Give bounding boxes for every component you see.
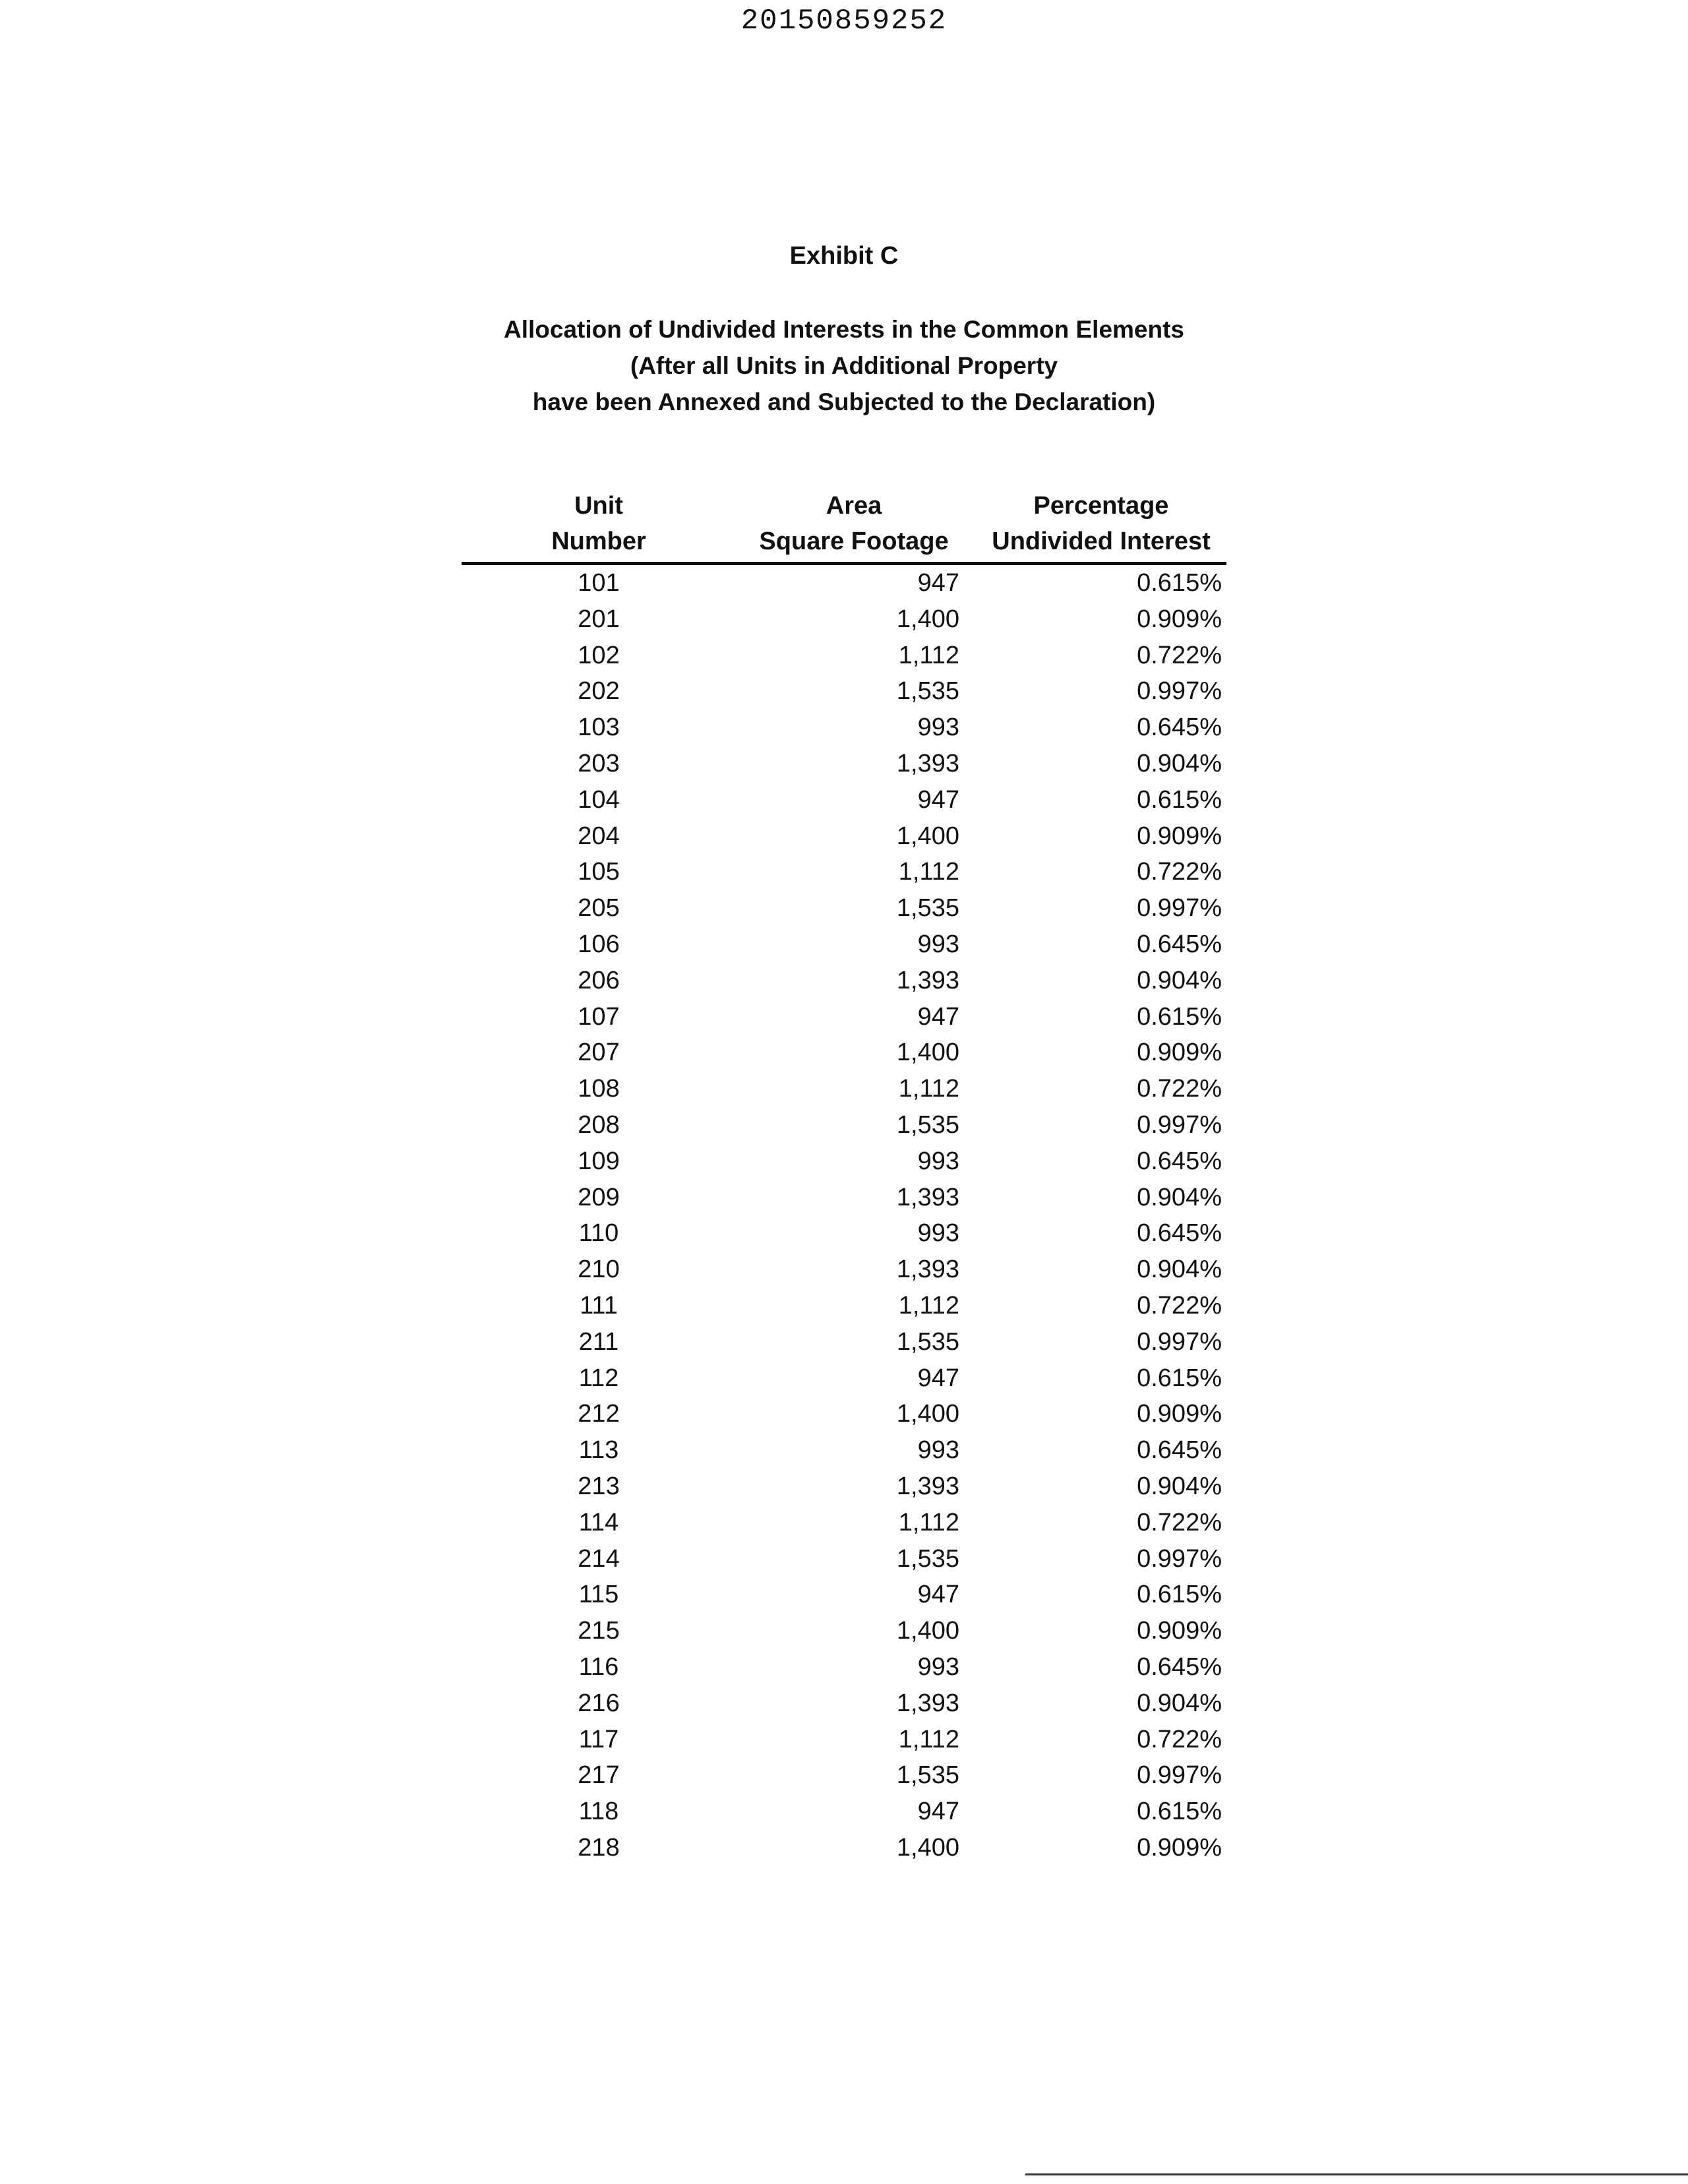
unit-number-cell: 116 [578,1653,619,1681]
unit-number-cell: 207 [578,1039,620,1067]
percentage-cell: 0.645% [1137,713,1222,742]
percentage-cell: 0.997% [1137,677,1222,706]
table-row [462,926,1226,963]
table-row [462,1288,1226,1324]
heading-line: Allocation of Undivided Interests in the Common Elements [503,316,1184,343]
unit-number-cell: 212 [578,1400,620,1428]
unit-number-cell: 109 [578,1147,620,1175]
table-row [462,746,1226,782]
percentage-cell: 0.615% [1137,1002,1222,1031]
table-row [462,1252,1226,1288]
unit-number-cell: 217 [578,1761,620,1790]
area-cell: 1,400 [896,1833,959,1862]
unit-number-cell: 110 [578,1219,619,1248]
unit-number-cell: 204 [578,822,620,850]
table-row [462,890,1226,926]
table-row [462,1830,1226,1866]
unit-number-cell: 211 [578,1327,619,1356]
unit-number-cell: 118 [578,1798,619,1826]
percentage-cell: 0.645% [1137,1219,1222,1248]
unit-number-cell: 214 [578,1544,620,1573]
unit-number-cell: 206 [578,966,620,994]
table-row [462,1722,1226,1758]
percentage-cell: 0.645% [1137,930,1222,958]
header-percentage-undivided-interest [976,488,1226,559]
percentage-cell: 0.722% [1137,1075,1222,1103]
area-cell: 1,535 [896,1110,959,1139]
unit-number-cell: 203 [578,749,620,777]
table-row [462,818,1226,855]
unit-number-cell: 102 [578,641,620,669]
area-cell: 1,112 [898,641,959,669]
table-row [462,1324,1226,1360]
percentage-cell: 0.997% [1137,894,1222,923]
unit-number-cell: 105 [578,858,620,886]
area-cell: 1,535 [896,1327,959,1356]
unit-number-cell: 103 [578,713,620,742]
percentage-cell: 0.904% [1137,749,1222,777]
area-cell: 947 [917,1002,959,1031]
area-cell: 1,400 [896,822,959,850]
unit-number-cell: 208 [578,1110,620,1139]
table-row [462,782,1226,818]
table-row [462,1396,1226,1432]
percentage-cell: 0.997% [1137,1327,1222,1356]
percentage-cell: 0.909% [1137,1039,1222,1067]
table-row [462,1649,1226,1685]
unit-number-cell: 117 [578,1725,619,1753]
unit-number-cell: 106 [578,930,620,958]
table-row [462,1541,1226,1577]
unit-number-cell: 101 [578,569,620,597]
percentage-cell: 0.904% [1137,1472,1222,1500]
table-row [462,1071,1226,1107]
area-cell: 947 [917,785,959,814]
area-cell: 1,400 [896,605,959,633]
area-cell: 1,393 [896,966,959,994]
table-row [462,1469,1226,1505]
unit-number-cell: 115 [578,1581,619,1609]
unit-number-cell: 107 [578,1002,620,1031]
unit-number-cell: 201 [578,605,620,633]
unit-number-cell: 114 [578,1508,619,1536]
unit-number-cell: 202 [578,677,620,706]
document-number: 20150859252 [740,5,948,38]
table-row [462,1432,1226,1469]
header-unit-number [500,488,698,559]
header-area-square-footage [732,488,976,559]
table-row [462,1180,1226,1216]
table-row [462,710,1226,746]
unit-number-cell: 218 [578,1833,620,1862]
area-cell: 993 [917,1219,959,1248]
table-row [462,1035,1226,1071]
percentage-cell: 0.615% [1137,785,1222,814]
table-row [462,1143,1226,1180]
header-percentage-line-2: Undivided Interest [992,528,1211,555]
percentage-cell: 0.615% [1137,1798,1222,1826]
table-row [462,1613,1226,1649]
unit-number-cell: 108 [578,1075,620,1103]
percentage-cell: 0.722% [1137,641,1222,669]
table-row [462,673,1226,710]
table-row [462,1215,1226,1252]
area-cell: 1,535 [896,677,959,706]
unit-number-cell: 209 [578,1183,620,1211]
table-row [462,1685,1226,1722]
table-row [462,1794,1226,1830]
area-cell: 947 [917,1581,959,1609]
table-row [462,963,1226,999]
percentage-cell: 0.722% [1137,1291,1222,1320]
percentage-cell: 0.722% [1137,1508,1222,1536]
percentage-cell: 0.904% [1137,1183,1222,1211]
area-cell: 1,535 [896,894,959,923]
table-row [462,1107,1226,1143]
area-cell: 1,112 [898,1291,959,1320]
heading-line: have been Annexed and Subjected to the Declaration) [532,388,1156,415]
table-row [462,854,1226,890]
allocation-table [462,488,1226,1866]
area-cell: 993 [917,1147,959,1175]
table-body [462,565,1226,1866]
percentage-cell: 0.904% [1137,1689,1222,1717]
area-cell: 947 [917,1364,959,1392]
percentage-cell: 0.997% [1137,1544,1222,1573]
area-cell: 993 [917,713,959,742]
area-cell: 1,535 [896,1544,959,1573]
table-row [462,999,1226,1035]
area-cell: 993 [917,1653,959,1681]
exhibit-title: Exhibit C [789,242,899,270]
unit-number-cell: 104 [578,785,620,814]
area-cell: 1,393 [896,749,959,777]
percentage-cell: 0.722% [1137,858,1222,886]
percentage-cell: 0.904% [1137,966,1222,994]
area-cell: 1,400 [896,1400,959,1428]
area-cell: 1,535 [896,1761,959,1790]
unit-number-cell: 113 [578,1436,619,1465]
header-unit-line-1: Unit [574,492,623,520]
table-row [462,638,1226,674]
area-cell: 1,400 [896,1617,959,1645]
unit-number-cell: 205 [578,894,620,923]
percentage-cell: 0.909% [1137,1833,1222,1862]
percentage-cell: 0.615% [1137,569,1222,597]
area-cell: 1,393 [896,1183,959,1211]
area-cell: 993 [917,930,959,958]
area-cell: 1,393 [896,1689,959,1717]
unit-number-cell: 213 [578,1472,620,1500]
unit-number-cell: 112 [578,1364,619,1392]
unit-number-cell: 216 [578,1689,620,1717]
percentage-cell: 0.645% [1137,1436,1222,1465]
percentage-cell: 0.909% [1137,1400,1222,1428]
table-row [462,1577,1226,1613]
table-header-row [462,488,1226,565]
percentage-cell: 0.615% [1137,1364,1222,1392]
percentage-cell: 0.645% [1137,1653,1222,1681]
percentage-cell: 0.904% [1137,1256,1222,1284]
percentage-cell: 0.997% [1137,1110,1222,1139]
header-area-line-1: Area [826,492,882,520]
table-heading [0,311,1688,420]
area-cell: 1,400 [896,1039,959,1067]
area-cell: 1,112 [898,858,959,886]
percentage-cell: 0.909% [1137,605,1222,633]
table-row [462,565,1226,601]
bottom-rule [1025,2173,1688,2175]
unit-number-cell: 111 [580,1291,618,1320]
percentage-cell: 0.909% [1137,822,1222,850]
area-cell: 1,393 [896,1256,959,1284]
unit-number-cell: 215 [578,1617,620,1645]
percentage-cell: 0.645% [1137,1147,1222,1175]
area-cell: 1,112 [898,1075,959,1103]
heading-line: (After all Units in Additional Property [630,352,1058,379]
table-row [462,601,1226,638]
table-row [462,1505,1226,1541]
area-cell: 993 [917,1436,959,1465]
header-percentage-line-1: Percentage [1033,492,1169,520]
header-unit-line-2: Number [551,528,646,555]
percentage-cell: 0.997% [1137,1761,1222,1790]
table-row [462,1757,1226,1794]
area-cell: 1,112 [898,1725,959,1753]
table-row [462,1360,1226,1397]
percentage-cell: 0.615% [1137,1581,1222,1609]
area-cell: 1,393 [896,1472,959,1500]
area-cell: 947 [917,569,959,597]
header-area-line-2: Square Footage [759,528,949,555]
percentage-cell: 0.909% [1137,1617,1222,1645]
area-cell: 1,112 [898,1508,959,1536]
unit-number-cell: 210 [578,1256,620,1284]
area-cell: 947 [917,1798,959,1826]
percentage-cell: 0.722% [1137,1725,1222,1753]
